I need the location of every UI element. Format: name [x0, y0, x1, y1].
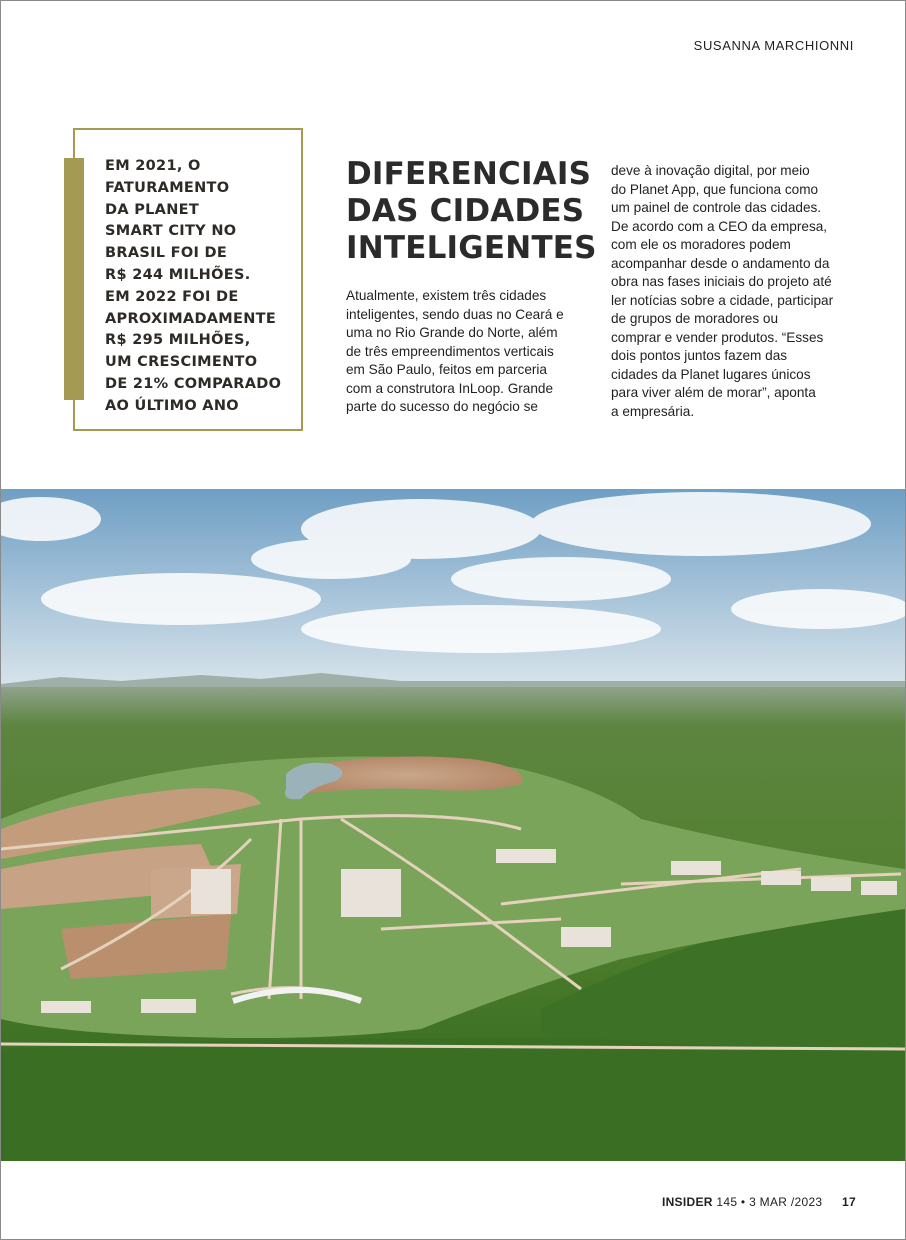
- magazine-name: INSIDER: [661, 1195, 713, 1209]
- article-column-1: Atualmente, existem três cidades inteligentes, sendo duas no Ceará e uma no Rio Grande do Norte, além de três empreendimentos verticais em São Paulo, feitos em parceria com a construtora InLoop. Grande parte do sucesso do negócio se: [346, 288, 564, 414]
- page-footer: [662, 1195, 856, 1209]
- pullquote-accent-bar: [64, 158, 84, 400]
- author-name: SUSANNA MARCHIONNI: [693, 38, 854, 53]
- aerial-city-photo: [1, 489, 905, 1161]
- pullquote-text: EM 2021, O FATURAMENTO DA PLANET SMART CITY NO BRASIL FOI DE R$ 244 MILHÕES. EM 2022 FOI DE APROXIMADAMENTE R$ 295 MILHÕES, UM CRESCIMENTO DE 21% COMPARADO AO ÚLTIMO ANO: [105, 158, 282, 414]
- page-number: 17: [842, 1195, 856, 1209]
- issue-info: 145 • 3 MAR /2023: [716, 1195, 823, 1209]
- article-column-2: deve à inovação digital, por meio do Planet App, que funciona como um painel de controle das cidades. De acordo com a CEO da empresa, com ele os moradores podem acompanhar desde o andamento da obra nas fases iniciais do projeto até ler notícias sobre a cidade, participar de grupos de moradores ou comprar e vender produtos. “Esses dois pontos juntos fazem das cidades da Planet lugares únicos para viver além de morar”, aponta a empresária.: [611, 163, 834, 419]
- article-headline: DIFERENCIAIS DAS CIDADES INTELIGENTES: [346, 156, 597, 266]
